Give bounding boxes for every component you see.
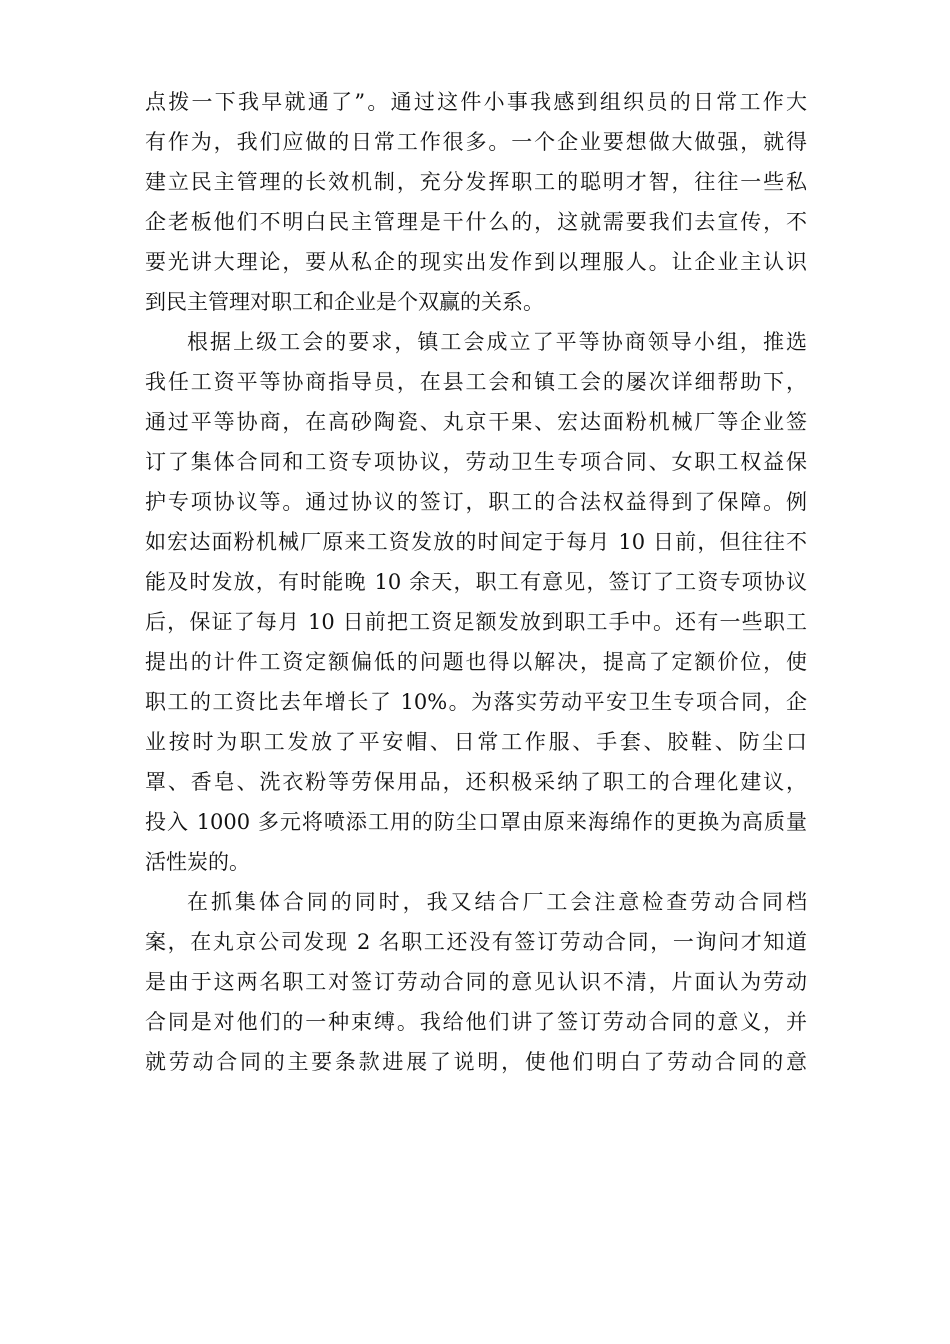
text-line: 后，保证了每月 10 日前把工资足额发放到职工手中。还有一些职工 [145,610,807,634]
text-line: 职工的工资比去年增长了 10%。为落实劳动平安卫生专项合同，企 [145,690,807,714]
text-line: 根据上级工会的要求，镇工会成立了平等协商领导小组，推选 [187,330,807,354]
text-line: 护专项协议等。通过协议的签订，职工的合法权益得到了保障。例 [145,490,807,514]
text-line: 合同是对他们的一种束缚。我给他们讲了签订劳动合同的意义，并 [145,1010,807,1034]
text-line: 业按时为职工发放了平安帽、日常工作服、手套、胶鞋、防尘口 [145,730,807,754]
text-line: 通过平等协商，在高砂陶瓷、丸京干果、宏达面粉机械厂等企业签 [145,410,807,434]
text-line: 要光讲大理论，要从私企的现实出发作到以理服人。让企业主认识 [145,250,807,274]
text-line: 投入 1000 多元将喷添工用的防尘口罩由原来海绵作的更换为高质量 [145,810,807,834]
text-line: 到民主管理对职工和企业是个双赢的关系。 [145,290,544,314]
text-line: 罩、香皂、洗衣粉等劳保用品，还积极采纳了职工的合理化建议， [145,770,807,794]
text-line: 如宏达面粉机械厂原来工资发放的时间定于每月 10 日前，但往往不 [145,530,807,554]
text-line: 我任工资平等协商指导员，在县工会和镇工会的屡次详细帮助下， [145,370,807,394]
text-line: 案，在丸京公司发现 2 名职工还没有签订劳动合同，一询问才知道 [145,930,807,954]
text-line: 活性炭的。 [145,850,250,874]
text-line: 订了集体合同和工资专项协议，劳动卫生专项合同、女职工权益保 [145,450,807,474]
text-line: 就劳动合同的主要条款进展了说明，使他们明白了劳动合同的意 [145,1050,807,1074]
text-line: 企老板他们不明白民主管理是干什么的，这就需要我们去宣传，不 [145,210,807,234]
text-line: 有作为，我们应做的日常工作很多。一个企业要想做大做强，就得 [145,130,807,154]
text-line: 能及时发放，有时能晚 10 余天，职工有意见，签订了工资专项协议 [145,570,807,594]
text-line: 建立民主管理的长效机制，充分发挥职工的聪明才智，往往一些私 [145,170,807,194]
document-body [145,82,807,1082]
text-line: 提出的计件工资定额偏低的问题也得以解决，提高了定额价位，使 [145,650,807,674]
text-line: 在抓集体合同的同时，我又结合厂工会注意检查劳动合同档 [187,890,807,914]
text-line: 是由于这两名职工对签订劳动合同的意见认识不清，片面认为劳动 [145,970,807,994]
text-line: 点拨一下我早就通了”。通过这件小事我感到组织员的日常工作大 [145,90,807,114]
